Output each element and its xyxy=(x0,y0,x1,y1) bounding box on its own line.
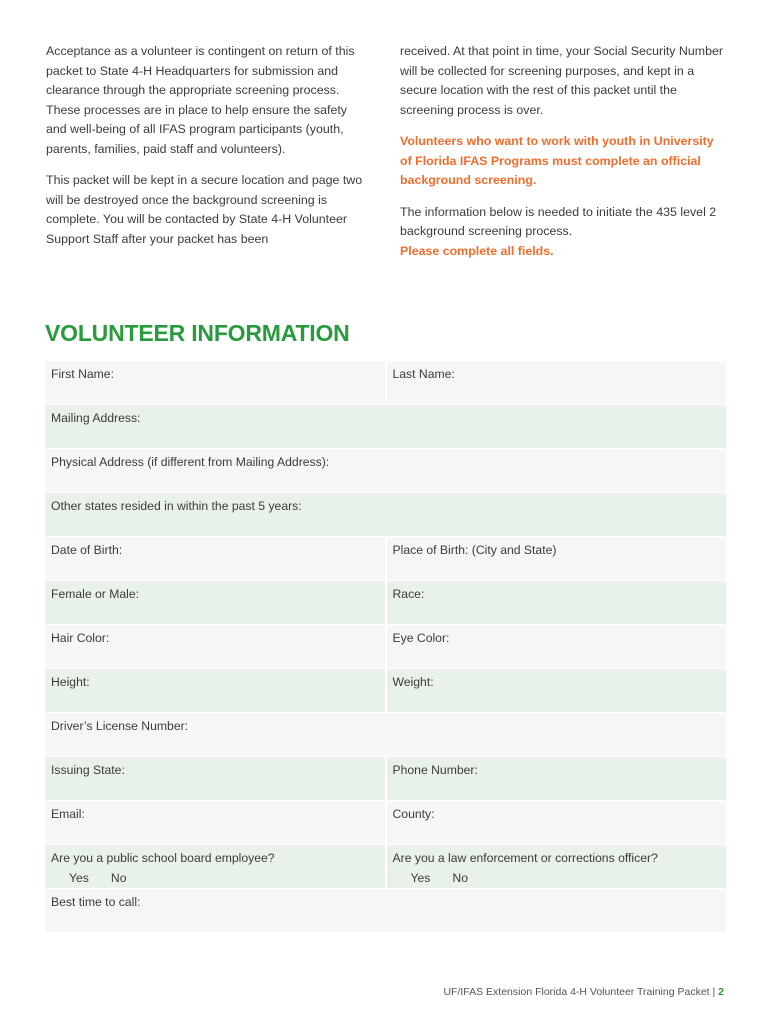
law-enforcement-options xyxy=(393,871,721,885)
place-of-birth-label: Place of Birth: (City and State) xyxy=(392,543,557,557)
intro-paragraph-2: This packet will be kept in a secure location and page two will be destroyed once the background screening is complete. You will be contacted by State 4-H Volunteer Support Staff after your packet has been xyxy=(46,173,363,246)
school-board-options xyxy=(51,871,379,885)
volunteer-information-form xyxy=(45,360,726,932)
form-row-hair-eye xyxy=(45,624,726,668)
form-row-height-weight xyxy=(45,668,726,712)
date-of-birth-label: Date of Birth: xyxy=(51,543,123,557)
background-screening-notice: Volunteers who want to work with youth in University of Florida IFAS Programs must complete an official background screening. xyxy=(400,134,714,187)
last-name-field[interactable] xyxy=(385,361,727,404)
intro-paragraph-3: received. At that point in time, your Social Security Number will be collected for screening purposes, and kept in a secure location with the rest of this packet until the screening process is over. xyxy=(400,44,723,117)
form-row-physical-address xyxy=(45,448,726,492)
drivers-license-label: Driver’s License Number: xyxy=(51,719,189,733)
place-of-birth-field[interactable] xyxy=(385,537,727,580)
form-row-best-time xyxy=(45,888,726,932)
intro-left-column xyxy=(46,42,364,261)
eye-color-label: Eye Color: xyxy=(392,631,450,645)
weight-field[interactable] xyxy=(385,669,727,712)
date-of-birth-field[interactable] xyxy=(45,537,385,580)
mailing-address-label: Mailing Address: xyxy=(51,411,141,425)
gender-field[interactable] xyxy=(45,581,385,624)
form-row-gender-race xyxy=(45,580,726,624)
gender-label: Female or Male: xyxy=(51,587,140,601)
county-label: County: xyxy=(392,807,435,821)
law-enforcement-question xyxy=(385,845,727,888)
form-row-birth xyxy=(45,536,726,580)
issuing-state-label: Issuing State: xyxy=(51,763,125,777)
height-label: Height: xyxy=(51,675,90,689)
height-field[interactable] xyxy=(45,669,385,712)
first-name-label: First Name: xyxy=(51,367,114,381)
intro-section xyxy=(46,42,726,261)
screening-info-text: The information below is needed to initiate the 435 level 2 background screening process. xyxy=(400,204,717,238)
race-field[interactable] xyxy=(385,581,727,624)
eye-color-field[interactable] xyxy=(385,625,727,668)
best-time-field[interactable] xyxy=(45,889,726,932)
footer-separator: | xyxy=(712,986,716,998)
form-row-state-phone xyxy=(45,756,726,800)
first-name-field[interactable] xyxy=(45,361,385,404)
page-footer xyxy=(443,986,724,998)
complete-all-fields-notice: Please complete all fields. xyxy=(400,243,554,258)
hair-color-label: Hair Color: xyxy=(51,631,110,645)
form-row-mailing-address xyxy=(45,404,726,448)
law-enforcement-yes-option[interactable]: Yes xyxy=(410,871,431,885)
intro-right-column xyxy=(400,42,726,261)
email-label: Email: xyxy=(51,807,85,821)
form-row-name xyxy=(45,360,726,404)
form-row-email-county xyxy=(45,800,726,844)
best-time-label: Best time to call: xyxy=(51,895,141,909)
weight-label: Weight: xyxy=(392,675,434,689)
race-label: Race: xyxy=(392,587,425,601)
phone-number-label: Phone Number: xyxy=(392,763,478,777)
other-states-field[interactable] xyxy=(45,493,726,536)
school-board-no-option[interactable]: No xyxy=(110,871,127,885)
footer-text: UF/IFAS Extension Florida 4-H Volunteer Training Packet xyxy=(443,986,710,998)
physical-address-field[interactable] xyxy=(45,449,726,492)
school-board-yes-option[interactable]: Yes xyxy=(69,871,89,885)
mailing-address-field[interactable] xyxy=(45,405,726,448)
phone-number-field[interactable] xyxy=(385,757,727,800)
form-row-other-states xyxy=(45,492,726,536)
hair-color-field[interactable] xyxy=(45,625,385,668)
law-enforcement-question-label: Are you a law enforcement or corrections officer? xyxy=(392,851,658,865)
form-row-employment-questions xyxy=(45,844,726,888)
school-board-question xyxy=(45,845,385,888)
issuing-state-field[interactable] xyxy=(45,757,385,800)
physical-address-label: Physical Address (if different from Mailing Address): xyxy=(51,455,330,469)
county-field[interactable] xyxy=(385,801,727,844)
last-name-label: Last Name: xyxy=(392,367,455,381)
section-title: VOLUNTEER INFORMATION xyxy=(45,320,350,346)
email-field[interactable] xyxy=(45,801,385,844)
form-row-drivers-license xyxy=(45,712,726,756)
law-enforcement-no-option[interactable]: No xyxy=(452,871,468,885)
intro-paragraph-1: Acceptance as a volunteer is contingent on return of this packet to State 4-H Headquarters for submission and clearance through the appropriate screening process. These processes are in place to help ensure the safety and well-being of all IFAS program participants (youth, parents, families, paid staff and volunteers). xyxy=(46,44,355,156)
school-board-question-label: Are you a public school board employee? xyxy=(51,851,275,865)
drivers-license-field[interactable] xyxy=(45,713,726,756)
page-number: 2 xyxy=(718,986,724,998)
other-states-label: Other states resided in within the past 5 years: xyxy=(51,499,302,513)
